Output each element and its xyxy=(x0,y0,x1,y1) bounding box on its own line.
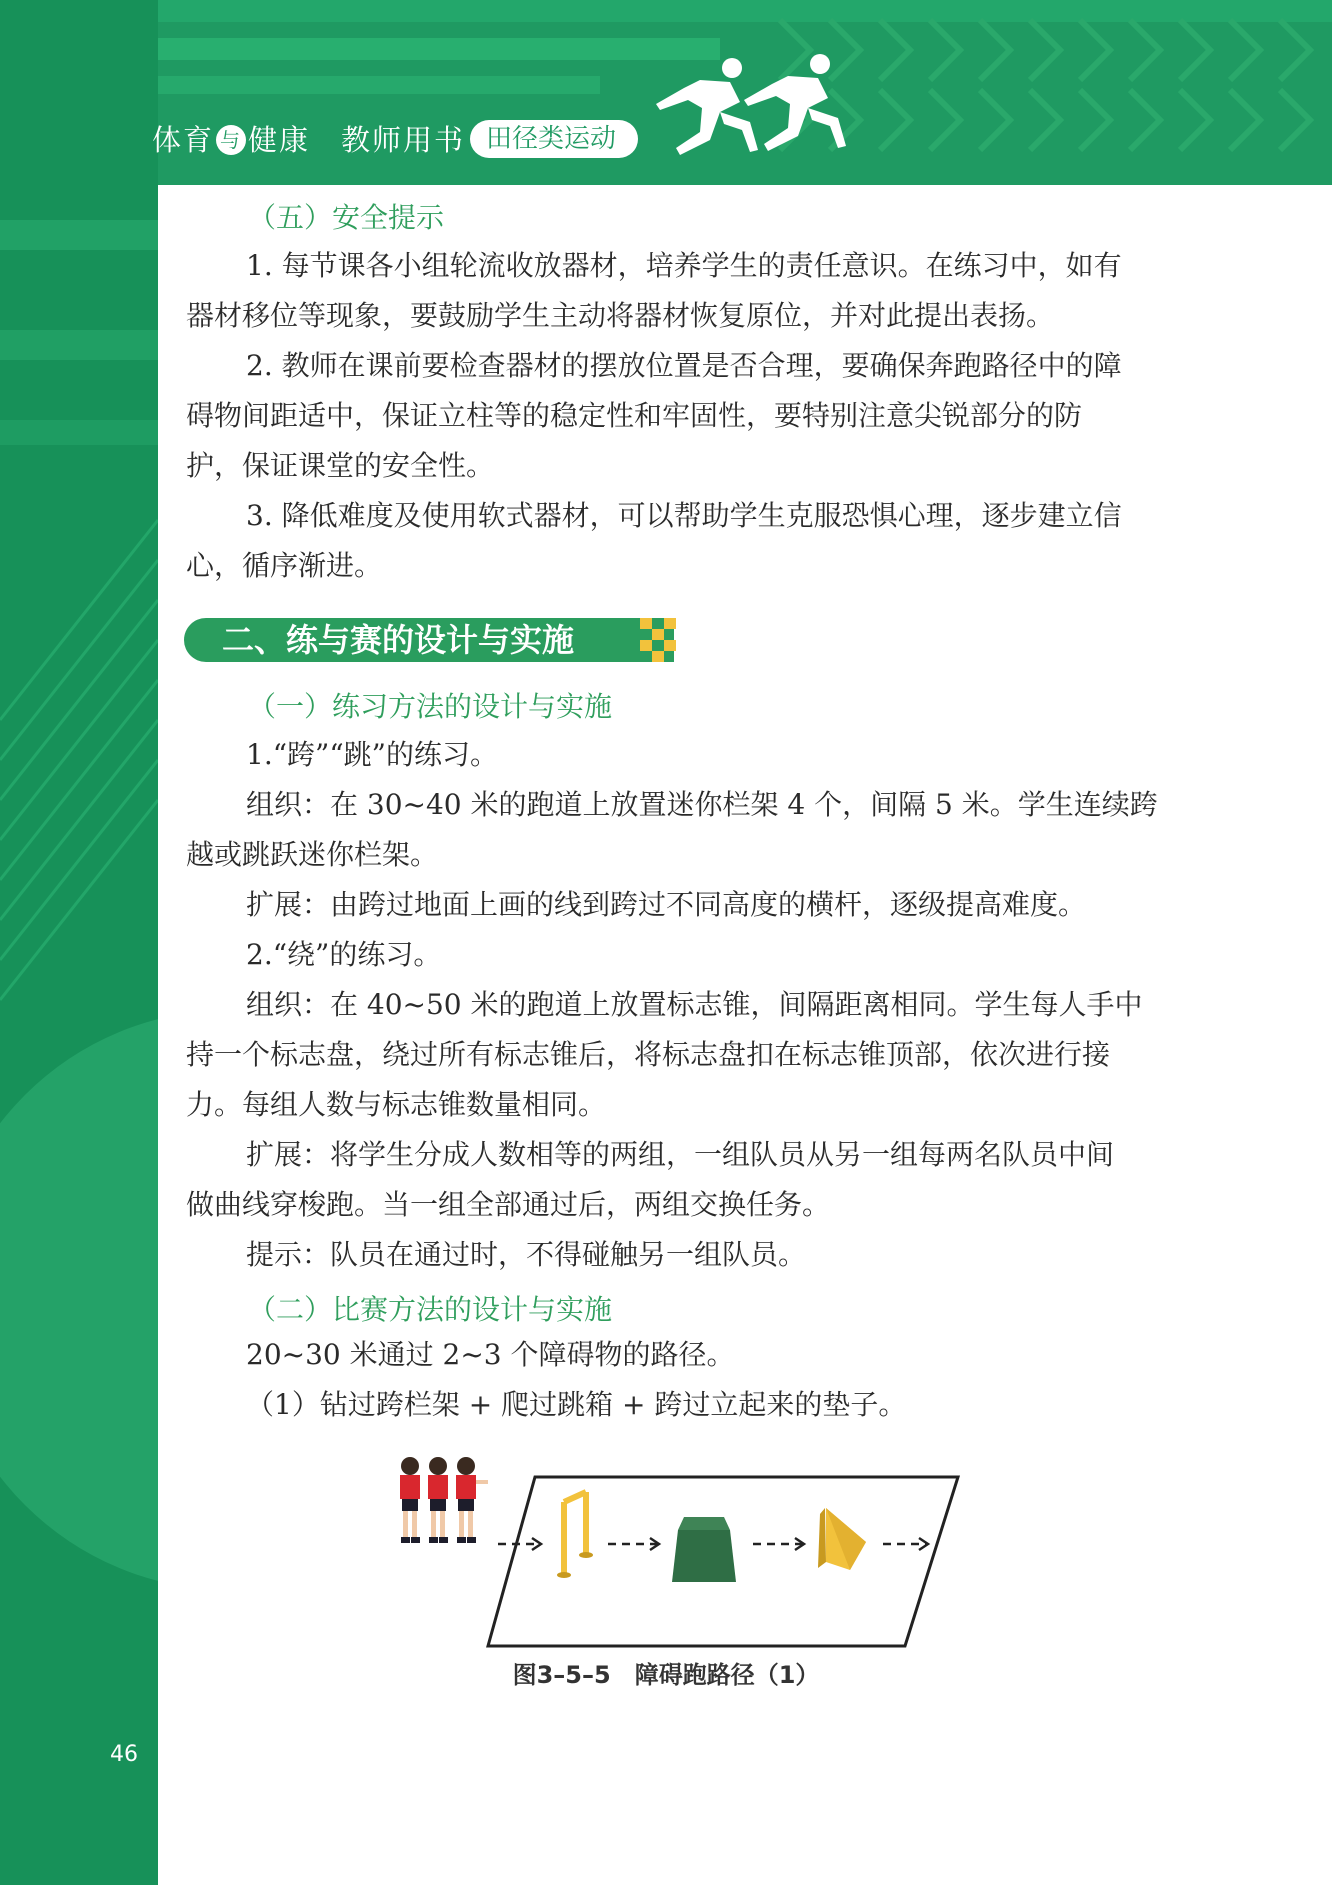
competition-heading: （二）比赛方法的设计与实施 xyxy=(248,1293,613,1326)
safety-p1-line1: 1. 每节课各小组轮流收放器材，培养学生的责任意识。在练习中，如有 xyxy=(246,249,1122,282)
exercise2-title: 2.“绕”的练习。 xyxy=(246,938,442,971)
safety-p2-line1: 2. 教师在课前要检查器材的摆放位置是否合理，要确保奔跑路径中的障 xyxy=(246,349,1122,382)
book-title-circle: 与 xyxy=(216,125,246,155)
checker-decoration-icon xyxy=(640,618,676,662)
figure-caption: 图3–5–5 障碍跑路径（1） xyxy=(512,1661,820,1689)
safety-p2-line3: 护，保证课堂的安全性。 xyxy=(186,449,495,482)
chapter-tag: 田径类运动 xyxy=(470,120,638,158)
practice-heading: （一）练习方法的设计与实施 xyxy=(248,690,613,723)
safety-p3-line1: 3. 降低难度及使用软式器材，可以帮助学生克服恐惧心理，逐步建立信 xyxy=(246,499,1122,532)
left-band xyxy=(0,0,158,1885)
exercise2-org-line2: 持一个标志盘，绕过所有标志锥后，将标志盘扣在标志锥顶部，依次进行接 xyxy=(186,1038,1111,1071)
safety-p1-line2: 器材移位等现象，要鼓励学生主动将器材恢复原位，并对此提出表扬。 xyxy=(186,299,1055,332)
exercise1-org-line1: 组织：在 30~40 米的跑道上放置迷你栏架 4 个，间隔 5 米。学生连续跨 xyxy=(246,788,1158,821)
exercise2-ext-line2: 做曲线穿梭跑。当一组全部通过后，两组交换任务。 xyxy=(186,1188,831,1221)
book-title-a: 体育 xyxy=(152,123,215,157)
book-title-b: 健康 xyxy=(248,123,311,157)
book-title-c: 教师用书 xyxy=(341,123,466,157)
safety-p2-line2: 碍物间距适中，保证立柱等的稳定性和牢固性，要特别注意尖锐部分的防 xyxy=(186,399,1083,432)
competition-line2: （1）钻过跨栏架 + 爬过跳箱 + 跨过立起来的垫子。 xyxy=(246,1388,907,1421)
book-title xyxy=(152,118,465,159)
exercise1-title: 1.“跨”“跳”的练习。 xyxy=(246,738,498,771)
safety-heading: （五）安全提示 xyxy=(248,201,445,234)
vaulting-box-icon xyxy=(672,1517,736,1582)
exercise1-extension: 扩展：由跨过地面上画的线到跨过不同高度的横杆，逐级提高难度。 xyxy=(246,888,1087,921)
exercise2-org-line1: 组织：在 40~50 米的跑道上放置标志锥，间隔距离相同。学生每人手中 xyxy=(246,988,1143,1021)
exercise2-tip: 提示：队员在通过时，不得碰触另一组队员。 xyxy=(246,1238,807,1271)
competition-line1: 20~30 米通过 2~3 个障碍物的路径。 xyxy=(246,1338,735,1371)
section-title: 二、练与赛的设计与实施 xyxy=(222,621,575,659)
obstacle-course-figure xyxy=(380,1430,980,1650)
exercise1-org-line2: 越或跳跃迷你栏架。 xyxy=(186,838,439,871)
runner-silhouettes-icon xyxy=(640,50,880,160)
left-band-decoration xyxy=(0,0,158,1885)
exercise2-ext-line1: 扩展：将学生分成人数相等的两组，一组队员从另一组每两名队员中间 xyxy=(246,1138,1115,1171)
page-number: 46 xyxy=(110,1742,138,1767)
students-icon xyxy=(400,1457,488,1543)
safety-p3-line2: 心，循序渐进。 xyxy=(186,549,383,582)
exercise2-org-line3: 力。每组人数与标志锥数量相同。 xyxy=(186,1088,607,1121)
